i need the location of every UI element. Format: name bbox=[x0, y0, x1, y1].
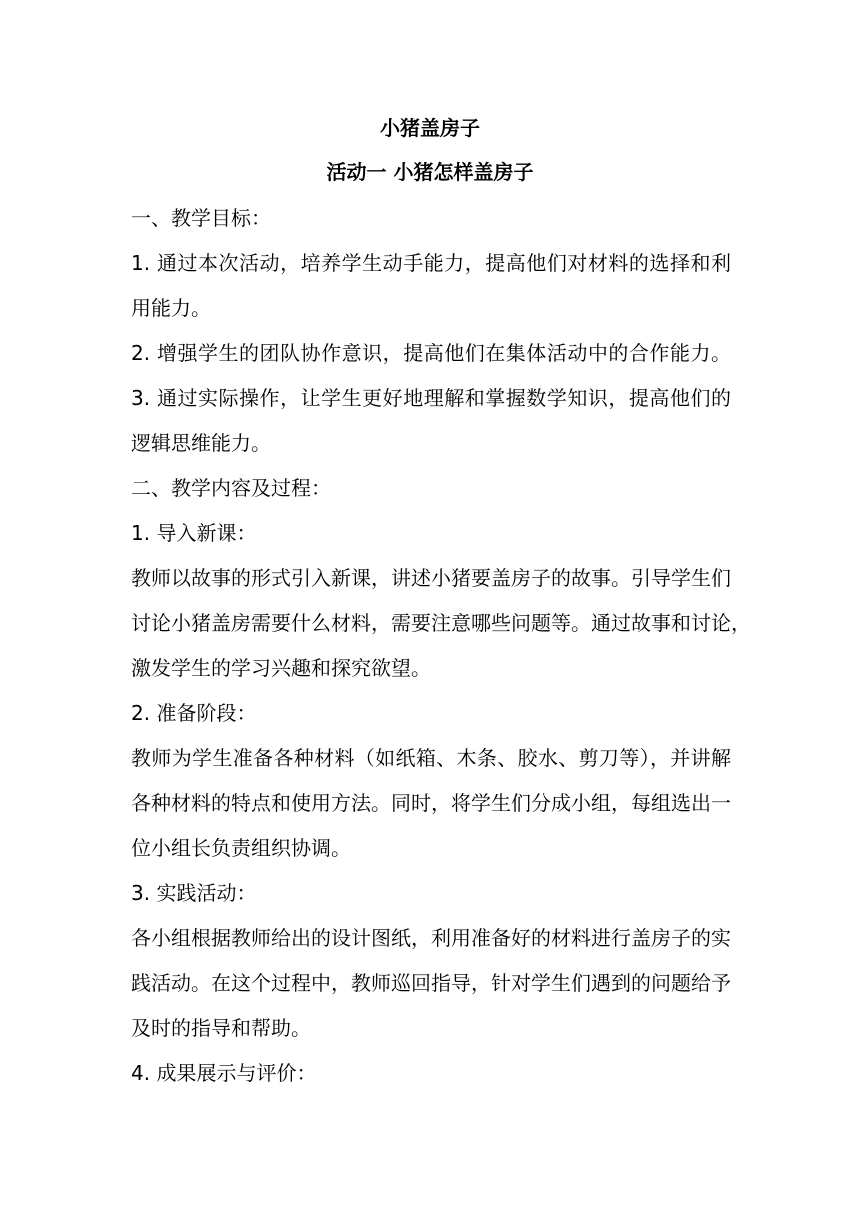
paragraph-line: 践活动。在这个过程中，教师巡回指导，针对学生们遇到的问题给予 bbox=[131, 971, 731, 995]
subheading: 4. 成果展示与评价： bbox=[131, 1061, 317, 1085]
paragraph-line: 2. 增强学生的团队协作意识，提高他们在集体活动中的合作能力。 bbox=[131, 341, 731, 365]
subheading: 2. 准备阶段： bbox=[131, 701, 257, 725]
paragraph-line: 及时的指导和帮助。 bbox=[131, 1016, 311, 1040]
activity-subtitle: 活动一 小猪怎样盖房子 bbox=[326, 160, 534, 184]
subheading: 3. 实践活动： bbox=[131, 881, 257, 905]
paragraph-line: 3. 通过实际操作，让学生更好地理解和掌握数学知识，提高他们的 bbox=[131, 386, 731, 410]
paragraph-line: 教师为学生准备各种材料（如纸箱、木条、胶水、剪刀等），并讲解 bbox=[131, 746, 731, 770]
subheading: 1. 导入新课： bbox=[131, 521, 257, 545]
section-heading-content: 二、教学内容及过程： bbox=[131, 476, 331, 500]
paragraph-line: 各小组根据教师给出的设计图纸，利用准备好的材料进行盖房子的实 bbox=[131, 926, 731, 950]
paragraph-line: 位小组长负责组织协调。 bbox=[131, 836, 351, 860]
paragraph-line: 各种材料的特点和使用方法。同时，将学生们分成小组，每组选出一 bbox=[131, 791, 731, 815]
document-title: 小猪盖房子 bbox=[380, 116, 480, 140]
paragraph-line: 教师以故事的形式引入新课，讲述小猪要盖房子的故事。引导学生们 bbox=[131, 566, 731, 590]
paragraph-line: 激发学生的学习兴趣和探究欲望。 bbox=[131, 656, 431, 680]
paragraph-line: 用能力。 bbox=[131, 296, 211, 320]
paragraph-line: 逻辑思维能力。 bbox=[131, 431, 271, 455]
paragraph-line: 讨论小猪盖房需要什么材料，需要注意哪些问题等。通过故事和讨论， bbox=[131, 611, 751, 635]
section-heading-objectives: 一、教学目标： bbox=[131, 206, 271, 230]
paragraph-line: 1. 通过本次活动，培养学生动手能力，提高他们对材料的选择和利 bbox=[131, 251, 731, 275]
